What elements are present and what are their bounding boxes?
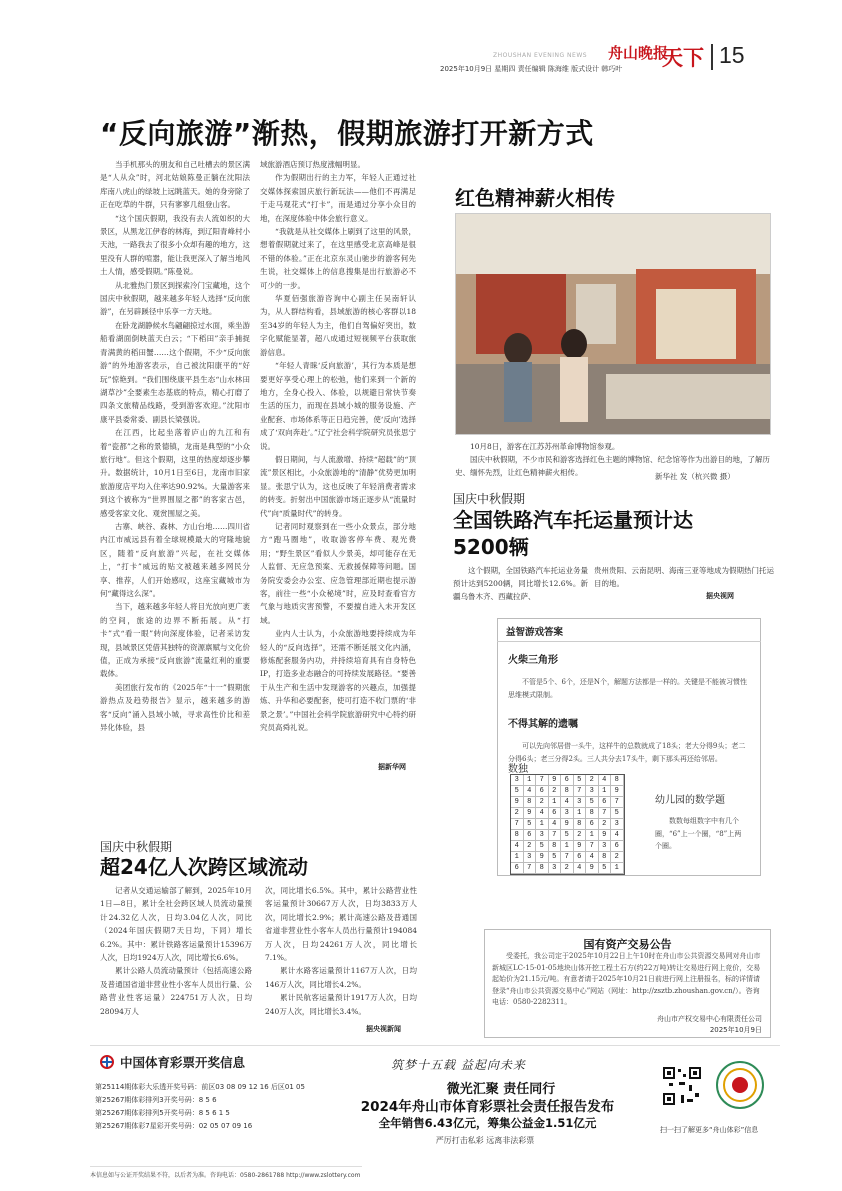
main-source: 据新华网 [378, 763, 406, 771]
anniversary-emblem-icon [715, 1060, 765, 1110]
sudoku-cell: 8 [561, 786, 574, 797]
puzzle-q3-title: 幼儿园的数学题 [655, 795, 725, 806]
sudoku-cell: 2 [561, 863, 574, 874]
paragraph: 累计公路人员流动量预计（包括高速公路及普通国省道非营业性小客车人员出行量、公路营业性客运量）224751万人次，日均28094万人 [100, 966, 252, 1016]
puzzle-tab: 益智游戏答案 [506, 627, 564, 638]
sudoku-cell: 6 [574, 852, 587, 863]
paragraph: 记者同时观察到在一些小众景点，部分地方“跑马圈地”，收取游客停车费、观光费用；“野生景区”看似人少景美，却可能存在无人监督、无应急预案、无救援保障等问题。国务院安委会办公室、应急管理部近期也提示游客，前往一些“小众秘境”时，应及时查看官方气象与地质灾害预警，不要擅自进入未开发区域。 [260, 521, 416, 625]
paragraph: 在江西，比起坐落着庐山的九江和有着“瓷都”之称的景德镇，龙南是典型的“小众旅行地”。但这个假期，这里的热度却逐步攀升。数据统计，10月1日至6日，龙南市旧家旅游度店平均入住率达90.92%。大量游客来到这个被称为“世界围屋之都”的客家古邑，感受客家文化、观赏围屋之美。 [100, 428, 250, 518]
rail-subtitle: 国庆中秋假期 [453, 492, 526, 506]
sudoku-cell: 1 [586, 830, 599, 841]
sudoku-cell: 6 [611, 841, 624, 852]
puzzle-q1-title: 火柴三角形 [508, 655, 558, 666]
sudoku-cell: 6 [524, 830, 537, 841]
rail-text-2: 贵州贵阳、云南昆明、海南三亚等地成为假期热门托运目的地。 [594, 566, 774, 588]
ad-line2: 2024年舟山市体育彩票社会责任报告发布 [360, 1099, 615, 1115]
sudoku-cell: 2 [574, 830, 587, 841]
migration-source: 据央视新闻 [366, 1025, 401, 1033]
sudoku-cell: 1 [511, 852, 524, 863]
main-article-col1 [100, 158, 250, 778]
puzzle-q3-text [655, 815, 747, 853]
dateline: 2025年10月9日 星期四 责任编辑 陈海维 版式设计 韩巧叶 [440, 65, 623, 73]
sudoku-cell: 7 [549, 830, 562, 841]
ad-line3: 全年销售6.43亿元，筹集公益金1.51亿元 [378, 1116, 597, 1130]
sudoku-cell: 3 [586, 786, 599, 797]
paragraph: 业内人士认为，小众旅游地要持续成为年轻人的“反向选择”，还需不断延展文化内涵，修炼配套服务内功，并持续培育具有自身特色IP，打造多业态融合的可持续发展路径。“要善于从生产和生活中发现游客的兴趣点，加强提炼、升华和必要配套，使可打造不收门票的‘非景之景’。”中国社会科学院旅游研究中心特约研究员高舜礼说。 [260, 629, 416, 733]
qr-caption: 扫一扫了解更多“舟山体彩”信息 [660, 1126, 759, 1134]
sudoku-cell: 9 [561, 819, 574, 830]
notice-date: 2025年10月9日 [709, 1026, 762, 1034]
puzzle-text: 数数每组数字中有几个圈，“6”上一个圈，“8”上两个圈。 [655, 817, 742, 850]
migration-col1 [100, 884, 252, 1018]
sudoku-cell: 1 [599, 786, 612, 797]
sudoku-cell: 4 [549, 819, 562, 830]
paragraph: 在卧龙湖静候水鸟翩翩掠过水面，乘坐游船看湖面倒映蓝天白云；“下稻田”亲手捕捉青满黄的稻田蟹……这个假期，不少“反向旅游”的外地游客表示，自己被沈阳康平的“好玩”惊艳到。“我们围绕康平县生态“山水林田湖草沙”全要素生态基底的特点，精心打磨了四条文旅精品线路，受到游客欢迎。”沈阳市康平县委常委、副县长梁强说。 [100, 320, 250, 424]
notice-text: 受委托，我公司定于2025年10月22日上午10时在舟山市公共资源交易网对舟山市新城区LC-15-01-05地块山体开挖工程土石方(约22万吨)转让交易进行网上竞价，交易起始价为21.15元/吨。有意者请于2025年10月21日前进行网上注册报名，标的详情请登录“舟山市公共资源交易中心”网站（网址：http://zsztb.zhoushan.gov.cn/）。咨询电话：0580-2282311。 [492, 952, 761, 1006]
photo-story-heading: 红色精神薪火相传 [455, 186, 615, 210]
sudoku-cell: 6 [511, 863, 524, 874]
sudoku-cell: 8 [549, 841, 562, 852]
paragraph: “年轻人青睐‘反向旅游’，其行为本质是想要更好享受心理上的松弛，他们来到一个新的地方，全身心投入、体验，以规避日常快节奏生活的压力，而现在县域小城的服务设施、产业配套、市场体系等正日趋完善，使‘反向’选择成了‘双向奔赴’。”辽宁社会科学院研究员张思宁说。 [260, 361, 416, 451]
paragraph: 从北雅热门景区到探索冷门宝藏地，这个国庆中秋假期，越来越多年轻人选择“反向旅游”，在另辟蹊径中乐享一方天地。 [100, 280, 250, 317]
main-headline: “反向旅游”渐热，假期旅游打开新方式 [100, 117, 594, 150]
museum-photo [455, 213, 771, 435]
lottery-line: 第25267期体彩排列5开奖号码：8 5 6 1 5 [95, 1109, 230, 1117]
sudoku-cell: 1 [561, 841, 574, 852]
sudoku-cell: 1 [524, 775, 537, 786]
paragraph: 记者从交通运输部了解到，2025年10月1日—8日，累计全社会跨区域人员流动量预计24.32亿人次，日均3.04亿人次，同比（2024年国庆假期7天日均，下同）增长6.2%。其中：累计铁路客运量预计15396万人次，日均1924万人次，同比增长6.6%。 [100, 886, 252, 963]
paragraph: 假日期间，与人流激增、持续“超载”的“顶流”景区相比，小众旅游地的“清静”优势更加明显。张思宁认为，这也反映了年轻消费者需求的转变。折射出中国旅游市场正逐步从“流量时代”向“质量时代”的转身。 [260, 454, 416, 518]
sudoku-cell: 8 [524, 797, 537, 808]
brand-logo: 舟山晚报 [608, 44, 669, 62]
sudoku-cell: 8 [536, 863, 549, 874]
sudoku-cell: 2 [511, 808, 524, 819]
sudoku-cell: 4 [574, 863, 587, 874]
sudoku-cell: 9 [524, 808, 537, 819]
sudoku-cell: 7 [511, 819, 524, 830]
paragraph: 累计水路客运量预计1167万人次，日均146万人次，同比增长4.2%。 [265, 966, 417, 989]
notice-title: 国有资产交易公告 [583, 938, 672, 951]
sudoku-cell: 1 [536, 819, 549, 830]
sudoku-cell: 9 [549, 775, 562, 786]
sudoku-cell: 5 [511, 786, 524, 797]
caption-line: 10月8日，游客在江苏苏州革命博物馆参观。 [470, 442, 620, 451]
sudoku-cell: 4 [524, 786, 537, 797]
sudoku-cell: 9 [586, 863, 599, 874]
sudoku-cell: 2 [599, 819, 612, 830]
lottery-line: 第25267期体彩排列3开奖号码：8 5 6 [95, 1096, 217, 1104]
notice-signer: 舟山市产权交易中心有限责任公司 [657, 1015, 762, 1023]
lottery-logo-icon [100, 1054, 114, 1068]
paragraph: 域旅游酒店预订热度涨幅明显。 [260, 160, 365, 169]
sudoku-cell: 3 [536, 830, 549, 841]
sudoku-cell: 5 [611, 808, 624, 819]
rail-title: 全国铁路汽车托运量预计达5200辆 [453, 508, 693, 559]
photo-credit: 新华社 发（杭兴微 摄） [655, 472, 735, 481]
puzzle-divider [497, 641, 761, 642]
sudoku-cell: 7 [574, 786, 587, 797]
sudoku-cell: 1 [549, 797, 562, 808]
sudoku-cell: 3 [611, 819, 624, 830]
masthead [0, 0, 842, 80]
sudoku-cell: 7 [536, 775, 549, 786]
main-article-col2 [260, 158, 416, 768]
puzzle-q2-text [508, 740, 752, 765]
sudoku-cell: 4 [561, 797, 574, 808]
sudoku-cell: 6 [586, 819, 599, 830]
sudoku-cell: 3 [561, 808, 574, 819]
sudoku-cell: 2 [586, 775, 599, 786]
sudoku-cell: 1 [611, 863, 624, 874]
sudoku-cell: 9 [599, 830, 612, 841]
lottery-footer: 本信息如与公证开奖结果不符，以后者为准。咨询电话：0580-2861788 http://www.zslottery.com [90, 1166, 362, 1179]
paragraph: 当手机那头的朋友和自己吐槽去的景区满是“人从众”时，河北姑娘陈曼正躺在沈阳法库南八虎山的绿坡上远眺蓝天。她的身旁除了正在吃草的牛群，只有寥寥几组登山客。 [100, 160, 250, 210]
sudoku-cell: 3 [524, 852, 537, 863]
sudoku-cell: 2 [524, 841, 537, 852]
masthead-divider [711, 44, 713, 70]
sudoku-cell: 2 [549, 786, 562, 797]
page-number: 15 [719, 42, 745, 68]
lottery-title: 中国体育彩票开奖信息 [120, 1055, 246, 1070]
ad-slogan: 筑梦十五载 益起向未来 [391, 1058, 526, 1072]
sudoku-title: 数独 [508, 764, 528, 775]
sudoku-cell: 6 [549, 808, 562, 819]
sudoku-cell: 3 [599, 841, 612, 852]
sudoku-cell: 6 [561, 775, 574, 786]
sudoku-cell: 7 [611, 797, 624, 808]
paragraph: 次，同比增长6.5%。其中，累计公路营业性客运量预计30667万人次，日均3833万人次，同比增长2.9%；累计高速公路及普通国省道非营业性小客车人员出行量预计194084万人次，日均24261万人次，同比增长7.1%。 [265, 886, 417, 963]
sudoku-cell: 8 [574, 819, 587, 830]
migration-subtitle: 国庆中秋假期 [100, 840, 173, 854]
sudoku-cell: 7 [524, 863, 537, 874]
sudoku-cell: 9 [611, 786, 624, 797]
caption-line: 国庆中秋假期，不少市民和游客选择红色主题的博物馆、纪念馆等作为出游目的地，了解历史、缅怀先烈，让红色精神薪火相传。 [455, 455, 770, 477]
rail-text-1: 这个假期，全国铁路汽车托运业务量预计达到5200辆，同比增长12.6%。新疆乌鲁木齐、西藏拉萨、 [453, 566, 588, 601]
sudoku-cell: 5 [599, 863, 612, 874]
puzzle-q1-text [508, 676, 752, 701]
sudoku-cell: 2 [611, 852, 624, 863]
sudoku-cell: 8 [599, 852, 612, 863]
sudoku-cell: 4 [536, 808, 549, 819]
ad-line4: 严厉打击私彩 远离非法彩票 [435, 1136, 535, 1145]
paragraph: 累计民航客运量预计1917万人次，日均240万人次，同比增长3.4%。 [265, 993, 417, 1016]
sudoku-cell: 5 [536, 841, 549, 852]
migration-col2 [265, 884, 417, 1018]
rail-source: 据央视网 [706, 592, 734, 600]
sudoku-cell: 5 [586, 797, 599, 808]
sudoku-cell: 3 [549, 863, 562, 874]
sudoku-cell: 6 [536, 786, 549, 797]
sudoku-cell: 5 [524, 819, 537, 830]
section-title: 天下 [662, 45, 704, 70]
sudoku-cell: 8 [586, 808, 599, 819]
puzzle-text: 不管是5个、6个，还是N个，解题方法都是一样的。关键是不能被习惯性思维模式限制。 [508, 678, 748, 699]
paragraph: “我就是从社交媒体上刷到了这里的风景，想着假期就过来了，在这里感受北京高峰是很不错的体验。”正在北京东灵山驰步的游客何先生说，社交媒体上的信息搜集是出行旅游必不可少的一步。 [260, 227, 416, 290]
sudoku-cell: 5 [574, 775, 587, 786]
lottery-line: 第25114期体彩大乐透开奖号码：前区03 08 09 12 16 后区01 05 [95, 1083, 305, 1091]
brand-english: ZHOUSHAN EVENING NEWS [493, 52, 588, 59]
sudoku-cell: 4 [611, 830, 624, 841]
migration-title: 超24亿人次跨区域流动 [100, 855, 308, 879]
paragraph: 美团旅行发布的《2025年“十一”假期旅游热点及趋势报告》显示，越来越多的游客“反向”涌入县域小城，寻求高性价比和差异化体验，县 [100, 682, 250, 733]
sudoku-cell: 7 [561, 852, 574, 863]
paragraph: 古寨、峡谷、森林、方山台地……四川省内江市威远县有着全球规模最大的穹隆地貌区，随着“反向旅游”兴起，在社交媒体上，“打卡”威远的贴文被越来越多网民分享、推荐，人们开始感叹，这座宝藏城市为何“藏得这么深”。 [100, 521, 250, 598]
qr-code-icon[interactable] [661, 1065, 703, 1107]
sudoku-cell: 4 [599, 775, 612, 786]
paragraph: 作为假期出行的主力军，年轻人正通过社交媒体探索国庆旅行新玩法——他们不再满足于走马观花式“打卡”，而是通过分享小众目的地，在深度体验中体会旅行意义。 [260, 173, 416, 223]
paragraph: 华夏佰强旅游咨询中心副主任吴南轩认为，从人群结构看，县域旅游的核心客群以18至34岁的年轻人为主，他们自驾偏好突出，数字化赋能显著，超八成通过短视频平台获取旅游信息。 [260, 294, 416, 357]
sudoku-cell: 2 [536, 797, 549, 808]
sudoku-cell: 5 [561, 830, 574, 841]
sudoku-cell: 4 [586, 852, 599, 863]
puzzle-q2-title: 不得其解的遗嘱 [508, 719, 578, 730]
sudoku-grid [510, 774, 625, 875]
lottery-line: 第25267期体彩7星彩开奖号码：02 05 07 09 16 [95, 1122, 253, 1130]
sudoku-cell: 4 [511, 841, 524, 852]
sudoku-cell: 3 [511, 775, 524, 786]
sudoku-cell: 1 [574, 808, 587, 819]
sudoku-cell: 9 [574, 841, 587, 852]
sudoku-cell: 6 [599, 797, 612, 808]
sudoku-cell: 5 [549, 852, 562, 863]
puzzle-text: 可以先向邻居借一头牛，这样牛的总数就成了18头；老大分得9头；老二分得6头；老三分得2头。三人共分去17头牛，剩下那头再还给邻居。 [508, 742, 746, 763]
sudoku-cell: 8 [511, 830, 524, 841]
sudoku-cell: 9 [511, 797, 524, 808]
paragraph: “这个国庆假期，我没有去人流如织的大景区，从黑龙江伊春的林海，到辽阳青峰村小天池，一路我去了很多小众却有趣的地方，这里没有人群的喧嚣，能让我更深入了解当地风土人情，感受假期。”陈曼说。 [100, 213, 250, 277]
sudoku-cell: 8 [611, 775, 624, 786]
ad-line1: 微光汇聚 责任同行 [446, 1082, 556, 1097]
paragraph: 当下，越来越多年轻人将目光放向更广袤的空间，旅途的边界不断拓展。从“打卡”式“看一眼”转向深度体验，记者采访发现，县域景区凭借其独特的资源禀赋与文化价值，正成为承接“反向旅游”流量红利的重要载体。 [100, 602, 250, 679]
sudoku-cell: 3 [574, 797, 587, 808]
sudoku-cell: 9 [536, 852, 549, 863]
sudoku-cell: 7 [586, 841, 599, 852]
notice-body [492, 951, 764, 1009]
sudoku-cell: 7 [599, 808, 612, 819]
